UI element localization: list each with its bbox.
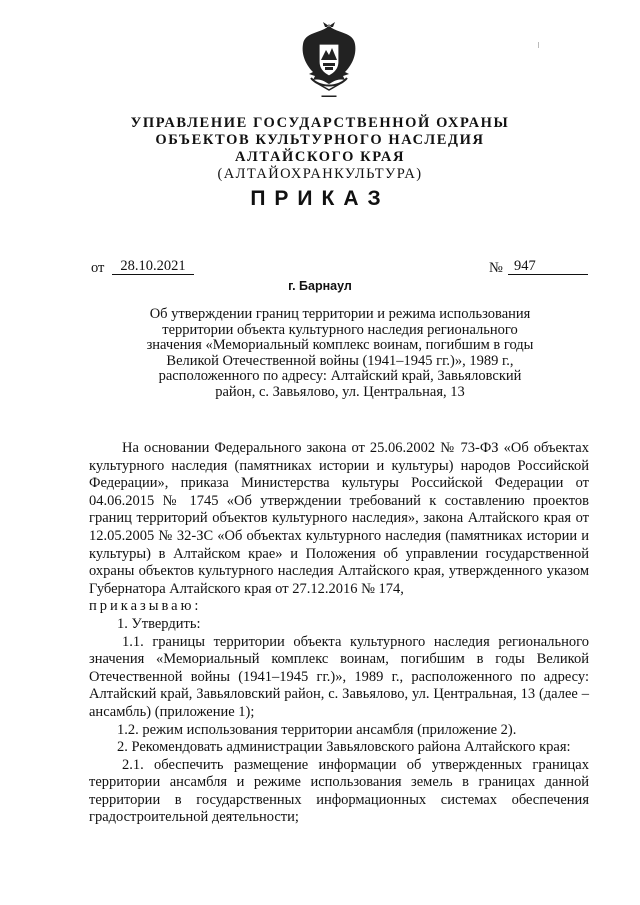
- subject-line: район, с. Завьялово, ул. Центральная, 13: [215, 383, 465, 400]
- order-word: приказываю:: [89, 598, 202, 615]
- city-name: г. Барнаул: [288, 279, 352, 293]
- org-name-line-2: ОБЪЕКТОВ КУЛЬТУРНОГО НАСЛЕДИЯ: [155, 132, 485, 148]
- item-2-1: 2.1. обеспечить размещение информации об утвержденных границах территории ансамбля и режиме использования земель в границах данной территории в государственных информационных системах обеспечения градостроительной деятельности;: [89, 756, 589, 826]
- subject-line: значения «Мемориальный комплекс воинам, погибшим в годы: [146, 337, 534, 353]
- order-body: [89, 440, 589, 827]
- date-prefix: от: [91, 260, 105, 276]
- order-subject: [130, 307, 550, 400]
- document-type-title: ПРИКАЗ: [250, 187, 390, 210]
- org-name-line-3: АЛТАЙСКОГО КРАЯ: [234, 149, 406, 165]
- subject-line: Великой Отечественной войны (1941–1945 гг.)», 1989 г.,: [166, 352, 514, 369]
- org-name-line-1: УПРАВЛЕНИЕ ГОСУДАРСТВЕННОЙ ОХРАНЫ: [130, 115, 510, 131]
- subject-line: Об утверждении границ территории и режима использования: [149, 306, 531, 322]
- preamble-paragraph: На основании Федерального закона от 25.06.2002 № 73-ФЗ «Об объектах культурного наследия (памятниках истории и культуры) народов Российской Федерации», приказа Министерства культуры Российской Федерации от 04.06.2015 № 1745 «Об утверждении требований к составлению проектов границ территорий объектов культурного наследия», закона Алтайского края от 12.05.2005 № 32-ЗС «Об объектах культурного наследия (памятниках истории и культуры) в Алтайском крае» и Положения об управлении государственной охраны объектов культурного наследия Алтайского края, утвержденного указом Губернатора Алтайского края от 27.12.2016 № 174,: [89, 440, 589, 597]
- item-1-1: 1.1. границы территории объекта культурного наследия регионального значения «Мемориальный комплекс воинам, погибшим в годы Великой Отечественной войны (1941–1945 гг.)», 1989 г., расположенного по адресу: Алтайский край, Завьяловский район, с. Завьялово, ул. Центральная, 13 (далее – ансамбль) (приложение 1);: [89, 633, 589, 720]
- number-prefix: №: [489, 260, 503, 276]
- order-number: 947: [508, 258, 588, 275]
- scan-mark: [538, 42, 539, 48]
- subject-line: расположенного по адресу: Алтайский край, Завьяловский: [158, 368, 522, 384]
- item-2: 2. Рекомендовать администрации Завьяловского района Алтайского края:: [117, 739, 571, 756]
- org-short-name: (АЛТАЙОХРАНКУЛЬТУРА): [217, 166, 423, 182]
- item-1-2: 1.2. режим использования территории ансамбля (приложение 2).: [117, 721, 517, 738]
- item-1: 1. Утвердить:: [117, 615, 201, 632]
- svg-text:▬▬▬: ▬▬▬: [321, 93, 337, 99]
- subject-line: территории объекта культурного наследия регионального: [162, 321, 518, 338]
- order-date: 28.10.2021: [112, 258, 194, 275]
- altai-coat-of-arms-emblem: [299, 20, 359, 100]
